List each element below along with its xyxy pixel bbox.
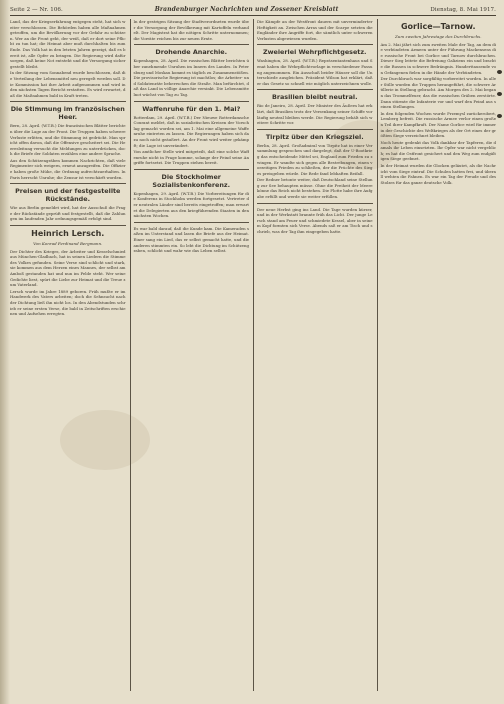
divider — [134, 101, 250, 102]
divider — [257, 89, 373, 90]
divider — [10, 225, 126, 226]
page-number: Seite 2 — Nr. 106. — [10, 6, 63, 13]
article-headline: Zweierlei Wehrpflichtgesetz. — [263, 48, 367, 57]
article-text: Lersch wurde im Jahre 1889 geboren. Früh mußte er im Handwerk des Vaters arbeiten; doch die Sehnsucht nach der Dichtung ließ ihn nicht los. In den Abendstunden schrieb er seine ersten Verse, die bald in Zeitschriften erschienen und Aufsehen erregten. — [10, 288, 126, 317]
issue-date: Dienstag, 8. Mai 1917. — [430, 6, 496, 13]
columns — [10, 19, 496, 691]
newspaper-title: Brandenburger Nachrichten und Zossener Kreisblatt — [154, 6, 339, 13]
divider — [134, 222, 250, 223]
feuilleton-byline: Von Konrad Ferdinand Bergmann. — [33, 241, 103, 247]
article-text: Washington, 28. April. (W.T.B.) Repräsentantenhaus und Senat haben die Wehrpflichtvorlage in verschiedener Fassung angenommen. Ein Ausschuß beider Häuser soll die Unterschiede ausgleichen. Präsident Wilson hat erklärt, daß er das Gesetz so schnell wie möglich unterzeichnen wolle. — [257, 58, 373, 86]
article-headline: Die Stimmung im französischen Heer. — [10, 105, 125, 122]
article-text: Der Redner betonte weiter, daß Deutschland seine Stellung zur See behaupten müsse. Ohne die Freiheit der Meere könne das Reich nicht bestehen. Die Flotte habe ihre Aufgabe erfüllt und werde sie weiter erfüllen. — [257, 177, 373, 200]
article-text: Aus den Schützengräben kommen Nachrichten, daß viele Regimenter sich weigern, erneut anzugreifen. Die Offiziere haben große Mühe, die Ordnung aufrechtzuerhalten. In Paris herrscht Unruhe; die Zensur ist verschärft worden. — [10, 157, 126, 180]
article-headline: Tirpitz über den Kriegsziel. — [265, 132, 364, 141]
article-text: Der neue Herbst ging ins Land. Die Tage wurden kürzer, und in der Werkstatt brannte früh das Licht. Der junge Lersch stand am Feuer und schmiedete Kessel, aber in seinem Kopf formten sich Verse. Abends saß er am Tisch und schrieb, was der Tag ihm eingegeben hatte. — [257, 206, 373, 235]
feuilleton-headline: Heinrich Lersch. — [31, 229, 105, 239]
article-text: In der Sitzung vom Sonnabend wurde beschlossen, daß die Verteilung der Lebensmittel neu geregelt werden soll. Die Kommission hat ihre Arbeit aufgenommen und wird in den nächsten Tagen Bericht erstatten. Es wird erwartet, daß die Maßnahmen bald in Kraft treten. — [10, 70, 126, 98]
article-headline: Waffenruhe für den 1. Mai? — [142, 104, 241, 113]
article-text: Rotterdam, 29. April. (W.T.B.) Der Nieuwe Rotterdamsche Courant meldet, daß in sozialistischen Kreisen der Vorschlag gemacht worden sei, am 1. Mai eine allgemeine Waffenruhe eintreten zu lassen. Die Regierungen haben sich dazu noch nicht geäußert. An der Front wird weiter gekämpft; die Lage ist unverändert. — [133, 114, 249, 148]
article-text: Noch heute gedenkt das Volk dankbar der Tapferen, die damals ihr Leben einsetzten. Ihr Opfer war nicht vergeblich; es hat die Ostfront gesichert und den Weg zum endgültigen Siege geebnet. — [380, 139, 496, 162]
divider — [257, 203, 373, 204]
divider — [10, 183, 126, 184]
column-3 — [253, 19, 373, 691]
article-text: Land, das der Kriegserfahrung entgegen steht, hat sich weiter verschlossen. Die Behörden haben alle Maßnahmen getroffen, um die Bevölkerung vor der Gefahr zu schützen. Wer an die Front geht, der weiß, daß er dort seine Pflicht zu tun hat; die Heimat aber muß durchhalten bis zum Ende. Das Volk hat in den letzten Jahren gezeigt, daß es bereit ist, alle Opfer zu bringen. Die Regierung wird dafür sorgen, daß keine Not entsteht und die Versorgung sichergestellt bleibt. — [10, 19, 126, 69]
page-edge-shadow — [0, 0, 10, 704]
article-subheadline: Zum zweiten Jahrestage des Durchbruchs. — [395, 34, 482, 39]
article-text: In den folgenden Wochen wurde Przemysl zurückerobert, Lemberg befreit. Die russische Armee verlor einen großen Teil ihrer Kampfkraft. Der Name Gorlice wird für immer in der Geschichte des Weltkrieges als der Ort eines der größten Siege verzeichnet bleiben. — [380, 110, 496, 139]
binding-hole — [497, 114, 502, 118]
divider — [134, 44, 250, 45]
article-text: Der Dichter des Krieges, der Arbeiter und Kesselschmied aus München-Gladbach, hat in seinen Liedern die Stimme des Volkes gefunden. Seine Verse sind schlicht und stark, sie kommen aus dem Herzen eines Mannes, der selbst am Amboß gestanden hat und nun im Felde steht. Wer seine Gedichte liest, spürt die Liebe zur Heimat und die Treue zum Vaterland. — [10, 248, 126, 288]
article-text: Rio de Janeiro, 28. April. Der Minister des Äußern hat erklärt, daß Brasilien trotz der Versenkung seiner Schiffe vorläufig neutral bleiben werde. Die Regierung behält sich weitere Schritte vor. — [257, 103, 373, 126]
page-header — [10, 6, 496, 16]
divider — [257, 129, 373, 130]
article-headline: Brasilien bleibt neutral. — [271, 93, 358, 102]
article-text: Es war bald darauf, daß die Kunde kam. Die Kameraden saßen im Unterstand und lasen die Briefe aus der Heimat. Einer sang ein Lied, das er selbst gemacht hatte, und die anderen stimmten ein. So lebt die Dichtung im Schützengraben, schlicht und wahr wie das Leben selbst. — [133, 225, 249, 254]
divider — [134, 169, 250, 170]
article-text: Kopenhagen, 28. April. Die russischen Blätter berichten über zunehmende Unruhen im Innern des Landes. In Petersburg und Moskau kommt es täglich zu Zusammenstößen. Die provisorische Regierung ist machtlos; die Arbeiter- und Soldatenräte beherrschen die Straße. Man befürchtet, daß das Land in völlige Anarchie versinkt. Die Lebensmittelnot wächst von Tag zu Tag. — [133, 58, 249, 97]
article-headline: Gorlice—Tarnow. — [400, 22, 476, 31]
article-headline: Die Stockholmer Sozialistenkonferenz. — [152, 172, 231, 189]
binding-hole — [497, 70, 502, 74]
article-headline: Drohende Anarchie. — [155, 48, 228, 57]
article-text: Wie aus Berlin gemeldet wird, hat der Ausschuß die Frage der Rückstände geprüft und festgestellt, daß die Zahlungen im laufenden Jahr ordnungsgemäß erfolgt sind. — [10, 205, 126, 222]
article-text: Berlin, 28. April. Großadmiral von Tirpitz hat in einer Versammlung gesprochen und dargelegt, daß der U-Bootkrieg das entscheidende Mittel sei, England zum Frieden zu zwingen. Er wandte sich gegen alle Bestrebungen, einen vorzeitigen Frieden zu schließen, der die Früchte des Sieges preisgeben würde. Die Rede fand lebhaften Beifall. — [257, 142, 373, 176]
divider — [10, 101, 126, 102]
article-text: Kopenhagen, 29. April. (W.T.B.) Die Vorbereitungen für die Konferenz in Stockholm werden fortgesetzt. Vertreter der neutralen Länder sind bereits eingetroffen; man erwartet die Delegierten aus den kriegführenden Staaten in den nächsten Wochen. — [133, 190, 249, 219]
article-text: Bern, 28. April. (W.T.B.) Die französischen Blätter berichten über die Lage an der Front. Die Truppen haben schwere Verluste erlitten, und die Stimmung ist gedrückt. Man spricht offen davon, daß die Offensive gescheitert sei. Die Heeresleitung versucht die Meldungen zu unterdrücken, doch die Briefe der Soldaten erzählen eine andere Sprache. — [10, 123, 126, 157]
article-text: Die Kämpfe an der Westfront dauern mit unverminderter Heftigkeit an. Zwischen Arras und der Scarpe setzten die Engländer ihre Angriffe fort, die sämtlich unter schweren Verlusten abgewiesen wurden. — [257, 19, 373, 41]
column-2 — [130, 19, 250, 691]
article-text: Der Durchbruch war sorgfältig vorbereitet worden. In aller Stille wurden die Truppen herangeführt, die schwere Artillerie in Stellung gebracht. Am Morgen des 2. Mai begann das Trommelfeuer, das die russischen Gräben zerstörte. Dann stürmte die Infanterie vor und warf den Feind aus seinen Stellungen. — [380, 76, 496, 110]
divider — [257, 44, 373, 45]
column-1 — [10, 19, 126, 691]
article-text: In der Heimat wurden die Glocken geläutet, als die Nachricht vom Siege eintraf. Die Schulen hatten frei, und überall wehten die Fahnen. Es war ein Tag der Freude und des Stolzes für das ganze deutsche Volk. — [380, 163, 496, 185]
article-text: In der gestrigen Sitzung der Stadtverordneten wurde über die Versorgung der Bevölkerung mit Kartoffeln verhandelt. Der Magistrat hat die nötigen Schritte unternommen; die Vorräte reichen bis zur neuen Ernte. — [133, 19, 249, 41]
article-headline: Preisen und der festgestellte Rückstände. — [15, 187, 121, 204]
binding-holes — [497, 70, 502, 310]
article-text: Von amtlicher Stelle wird mitgeteilt, daß eine solche Waffenruhe nicht in Frage komme, solange der Feind seine Angriffe fortsetzt. Die Truppen stehen bereit. — [133, 149, 249, 166]
article-text: Am 2. Mai jährt sich zum zweiten Male der Tag, an dem die verbündeten Armeen unter der Führung Mackensens die russische Front bei Gorlice und Tarnow durchbrachen. Dieser Sieg leitete die Befreiung Galiziens ein und brachte die Russen in schwere Bedrängnis. Hunderttausende von Gefangenen fielen in die Hände der Verbündeten. — [380, 41, 496, 75]
binding-hole — [497, 92, 502, 96]
column-4 — [377, 19, 497, 691]
